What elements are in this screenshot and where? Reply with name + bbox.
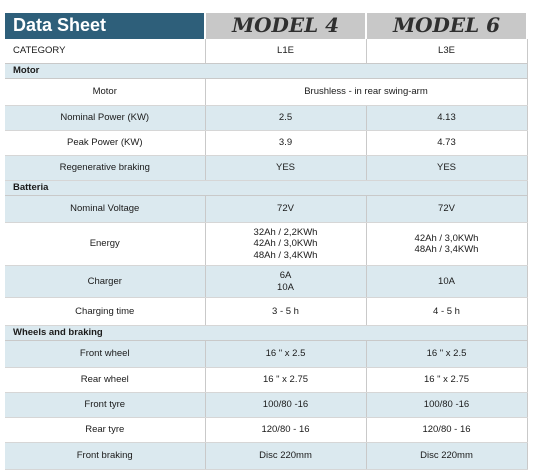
- motor-label: Motor: [5, 79, 205, 106]
- section-motor-label: Motor: [5, 64, 527, 79]
- row-nominal-power: [5, 106, 527, 131]
- regen-model-4: YES: [205, 156, 366, 181]
- row-charger: [5, 266, 527, 298]
- front-tyre-model-4: 100/80 -16: [205, 393, 366, 418]
- row-regenerative-braking: [5, 156, 527, 181]
- charging-time-model-4: 3 - 5 h: [205, 298, 366, 326]
- energy-model-4-line: 48Ah / 3,4KWh: [253, 249, 318, 261]
- nominal-voltage-model-6: 72V: [366, 196, 527, 223]
- charger-model-6: 10A: [366, 266, 527, 298]
- row-front-wheel: [5, 341, 527, 368]
- front-braking-label: Front braking: [5, 443, 205, 470]
- charging-time-model-6: 4 - 5 h: [366, 298, 527, 326]
- category-model-4: L1E: [205, 39, 366, 64]
- nominal-power-model-6: 4.13: [366, 106, 527, 131]
- rear-tyre-model-4: 120/80 - 16: [205, 418, 366, 443]
- energy-model-6-line: 42Ah / 3,0KWh: [414, 232, 479, 244]
- energy-model-4: [205, 223, 366, 266]
- front-wheel-model-6: 16 " x 2.5: [366, 341, 527, 368]
- row-nominal-voltage: [5, 196, 527, 223]
- energy-label: Energy: [5, 223, 205, 266]
- category-row: [5, 39, 527, 64]
- nominal-voltage-label: Nominal Voltage: [5, 196, 205, 223]
- nominal-voltage-model-4: 72V: [205, 196, 366, 223]
- rear-wheel-model-6: 16 " x 2.75: [366, 368, 527, 393]
- row-rear-wheel: [5, 368, 527, 393]
- front-braking-model-4: Disc 220mm: [205, 443, 366, 470]
- model-4-heading: MODEL 4: [205, 13, 366, 39]
- charging-time-label: Charging time: [5, 298, 205, 326]
- charger-model-4-line: 10A: [277, 281, 294, 293]
- row-rear-tyre: [5, 418, 527, 443]
- row-front-braking: [5, 443, 527, 470]
- rear-tyre-label: Rear tyre: [5, 418, 205, 443]
- rear-tyre-model-6: 120/80 - 16: [366, 418, 527, 443]
- category-label: CATEGORY: [5, 39, 205, 64]
- regen-model-6: YES: [366, 156, 527, 181]
- motor-value: Brushless - in rear swing-arm: [205, 79, 527, 106]
- rear-wheel-model-4: 16 " x 2.75: [205, 368, 366, 393]
- energy-model-6-line: 48Ah / 3,4KWh: [414, 244, 479, 255]
- front-wheel-model-4: 16 " x 2.5: [205, 341, 366, 368]
- model-6-heading: MODEL 6: [366, 13, 527, 39]
- energy-model-4-line: 32Ah / 2,2KWh: [253, 226, 318, 238]
- row-energy: [5, 223, 527, 266]
- nominal-power-label: Nominal Power (KW): [5, 106, 205, 131]
- peak-power-model-6: 4.73: [366, 131, 527, 156]
- data-sheet-table: [5, 13, 528, 470]
- row-motor: [5, 79, 527, 106]
- energy-model-6: [366, 223, 527, 266]
- rear-wheel-label: Rear wheel: [5, 368, 205, 393]
- front-wheel-label: Front wheel: [5, 341, 205, 368]
- regen-label: Regenerative braking: [5, 156, 205, 181]
- section-batteria-label: Batteria: [5, 181, 527, 196]
- front-tyre-model-6: 100/80 -16: [366, 393, 527, 418]
- section-wheels: [5, 326, 527, 341]
- charger-label: Charger: [5, 266, 205, 298]
- sheet-title: Data Sheet: [5, 13, 205, 39]
- front-braking-model-6: Disc 220mm: [366, 443, 527, 470]
- section-batteria: [5, 181, 527, 196]
- front-tyre-label: Front tyre: [5, 393, 205, 418]
- row-peak-power: [5, 131, 527, 156]
- peak-power-model-4: 3.9: [205, 131, 366, 156]
- charger-model-4: [205, 266, 366, 298]
- peak-power-label: Peak Power (KW): [5, 131, 205, 156]
- energy-model-4-line: 42Ah / 3,0KWh: [253, 238, 318, 250]
- section-motor: [5, 64, 527, 79]
- nominal-power-model-4: 2.5: [205, 106, 366, 131]
- category-model-6: L3E: [366, 39, 527, 64]
- header-row: [5, 13, 527, 39]
- row-charging-time: [5, 298, 527, 326]
- charger-model-4-line: 6A: [279, 270, 292, 281]
- row-front-tyre: [5, 393, 527, 418]
- section-wheels-label: Wheels and braking: [5, 326, 527, 341]
